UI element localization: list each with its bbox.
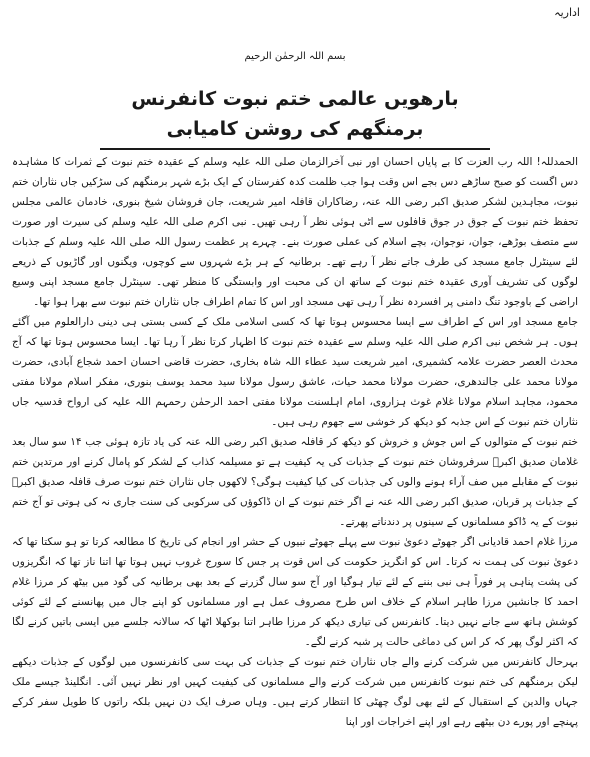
paragraph: الحمدللہ! اللہ رب العزت کا بے پایاں احسان اور نبی آخرالزمان صلی اللہ علیہ وسلم کے عقیدہ ختم نبوت کے ثمرات کا مشاہدہ دس اگست کو صبح ساڑھے دس بجے اس وقت ہوا جب ظلمت کدہ کفرستان کے ایک بڑے شہر برمنگھم کی سڑکیں جاں نثاران ختم نبوت، مجاہدین لشکر صدیق اکبر رضی اللہ عنہ، رضاکاران قافلہ امیر شریعت، جان فروشان شیخ بنوری، خادمان عالمی مجلس تحفظ ختم نبوت کے جوق در جوق قافلوں سے اٹی ہوئی نظر آ رہی تھیں۔ نبی اکرم صلی اللہ علیہ وسلم کی سیرت اور صورت سے متصف بوڑھے، جوان، نوجوان، بچے اسلام کی عملی صورت بنے۔ چہرے پر عظمت رسول اللہ صلی اللہ علیہ وسلم کے جذبات لئے سینٹرل جامع مسجد کی طرف جاتے نظر آ رہے تھے۔ برطانیہ کے ہر بڑے شہروں سے کوچوں، ویگنوں اور گاڑیوں کے ذریعے لوگوں کی تشریف آوری عقیدہ ختم نبوت کے ساتھ ان کی محبت اور وابستگی کا منظر تھی۔ سینٹرل جامع مسجد اپنی وسیع اراضی کے باوجود تنگ دامنی پر افسردہ نظر آ رہی تھی مسجد اور اس کا تمام اطراف جاں نثاران ختم نبوت سے بھرا ہوا تھا۔ (12, 156, 578, 308)
editorial-headline: بارھویں عالمی ختم نبوت کانفرنس برمنگھم کی روشن کامیابی (100, 84, 490, 150)
paragraph: ختم نبوت کے متوالوں کے اس جوش و خروش کو دیکھ کر قافلہ صدیق اکبر رضی اللہ عنہ کی یاد تازہ ہوئی جب ۱۴ سو سال بعد غلامان صدیق اکبرؓ سرفروشان ختم نبوت کے جذبات کی یہ کیفیت ہے تو مسیلمہ کذاب کے لشکر کو پامال کرنے اور مرتدین ختم نبوت کے مقابلے میں صف آراء ہونے والوں کی جذبات کی کیا کیفیت ہوگی؟ لاکھوں جاں نثاران ختم نبوت صرف قافلہ صدیق اکبرؓ کے جذبات پر قربان، صدیق اکبر رضی اللہ عنہ نے اگر ختم نبوت کے ان ڈاکوؤں کی سرکوبی کی سنت جاری نہ کی ہوتی تو آج ختم نبوت کے یہ ڈاکو مسلمانوں کے سینوں پر دندناتے پھرتے۔ (12, 436, 578, 528)
editorial-body (12, 152, 578, 732)
paragraph: جامع مسجد اور اس کے اطراف سے ایسا محسوس ہوتا تھا کہ کسی اسلامی ملک کے کسی بستی ہی دینی دارالعلوم میں آگئے ہوں۔ ہر شخص نبی اکرم صلی اللہ علیہ وسلم سے عقیدہ ختم نبوت کا اظہار کرتا نظر آ رہا تھا۔ ایسا محسوس ہوتا تھا کہ آج محدث العصر حضرت علامہ کشمیری، امیر شریعت سید عطاء اللہ شاہ بخاری، حضرت قاضی احسان احمد شجاع آبادی، حضرت مولانا محمد علی جالندھری، حضرت مولانا محمد حیات، عاشق رسول مولانا سید محمد یوسف بنوری، مفکر اسلام مولانا مفتی محمود، مجاہد اسلام مولانا غلام غوث ہزاروی، امام اہلسنت مولانا مفتی احمد الرحمٰن رحمہم اللہ علیہ کی ارواح قدسیہ جاں نثاران ختم نبوت کے اس جذبہ کو دیکھ کر خوشی سے جھوم رہی ہیں۔ (12, 316, 578, 428)
paragraph: بہرحال کانفرنس میں شرکت کرنے والے جاں نثاران ختم نبوت کے جذبات کی بہت سی کانفرنسوں میں لوگوں کے جذبات دیکھے لیکن برمنگھم کی ختم نبوت کانفرنس میں شرکت کرنے والے مسلمانوں کی کیفیت کہیں اور نظر نہیں آئی۔ انگلینڈ جیسے ملک جہاں والدین کے استقبال کے لئے بھی لوگ چھٹی کا انتظار کرتے ہیں۔ وہاں صرف ایک دن نہیں بلکہ راتوں کا طویل سفر کرکے پہنچے اور پورے دن بیٹھے رہے اور اپنے اخراجات اور اپنا (12, 656, 578, 728)
bismillah: بسم اللہ الرحمٰن الرحیم (244, 51, 346, 62)
section-label: اداریہ (554, 6, 580, 19)
paragraph: مرزا غلام احمد قادیانی اگر جھوٹے دعویٰ نبوت سے پہلے جھوٹے نبیوں کے حشر اور انجام کی تاریخ کا مطالعہ کرتا تو ہو سکتا تھا کہ دعویٰ نبوت کی ہمت نہ کرتا۔ اس کو انگریز حکومت کی اس قوت پر جس کا سورج غروب نہیں ہوتا تھا اتنا ناز تھا کہ انگریزوں کی پشت پناہی پر فوراً ہی نبی بننے کے لئے تیار ہوگیا اور آج سو سال گزرنے کے بعد بھی برطانیہ کی گود میں بیٹھ کر مرزا غلام احمد کا جانشین مرزا طاہر اسلام کے خلاف اس طرح مصروف عمل ہے اور مسلمانوں کو اپنے جال میں پھانسنے کے لئے کوئی کوشش ہاتھ سے جانے نہیں دیتا۔ کانفرنس کی تیاری دیکھ کر مرزا طاہر اتنا بوکھلا اٹھا کہ سالانہ جلسے میں ایسی باتیں کرنے لگا کہ اکثر لوگ پھر کہ کر اس کی دماغی حالت پر شبہ کرنے لگے۔ (12, 536, 578, 648)
